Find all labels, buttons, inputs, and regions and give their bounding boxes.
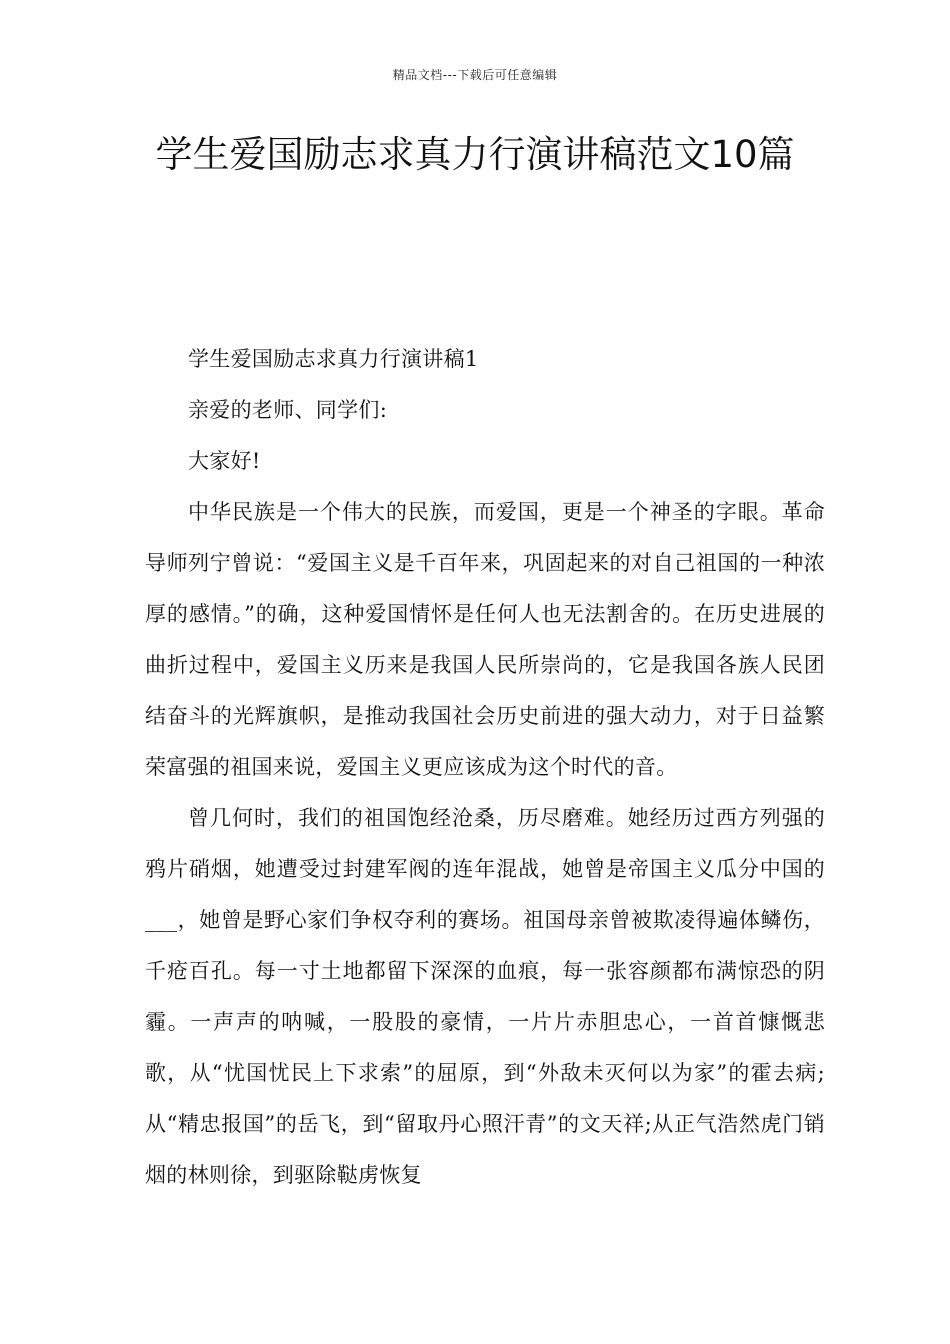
greeting: 大家好! xyxy=(188,449,261,473)
header-note: 精品文档---下载后可任意编辑 xyxy=(392,68,558,82)
salutation: 亲爱的老师、同学们: xyxy=(188,398,388,422)
body-paragraph: 曾几何时，我们的祖国饱经沧桑，历尽磨难。她经历过西方列强的鸦片硝烟，她遭受过封建军阀的连年混战，她曾是帝国主义瓜分中国的___，她曾是野心家们争权夺利的赛场。祖国母亲曾被欺凌得遍体鳞伤，千疮百孔。每一寸土地都留下深深的血痕，每一张容颜都布满惊恐的阴霾。一声声的呐喊，一股股的豪情，一片片赤胆忠心，一首首慷慨悲歌，从“忧国忧民上下求索”的屈原，到“外敌未灭何以为家”的霍去病;从“精忠报国”的岳飞，到“留取丹心照汗青”的文天祥;从正气浩然虎门销烟的林则徐，到驱除鞑虏恢复 xyxy=(145,806,825,1187)
document-title: 学生爱国励志求真力行演讲稿范文10篇 xyxy=(155,133,795,176)
document-body xyxy=(145,334,825,1201)
body-paragraph: 中华民族是一个伟大的民族，而爱国，更是一个神圣的字眼。革命导师列宁曾说：“爱国主义是千百年来，巩固起来的对自己祖国的一种浓厚的感情。”的确，这种爱国情怀是任何人也无法割舍的。在历史进展的曲折过程中，爱国主义历来是我国人民所崇尚的，它是我国各族人民团结奋斗的光辉旗帜，是推动我国社会历史前进的强大动力，对于日益繁荣富强的祖国来说，爱国主义更应该成为这个时代的音。 xyxy=(145,500,825,779)
section-heading: 学生爱国励志求真力行演讲稿1 xyxy=(188,347,479,371)
